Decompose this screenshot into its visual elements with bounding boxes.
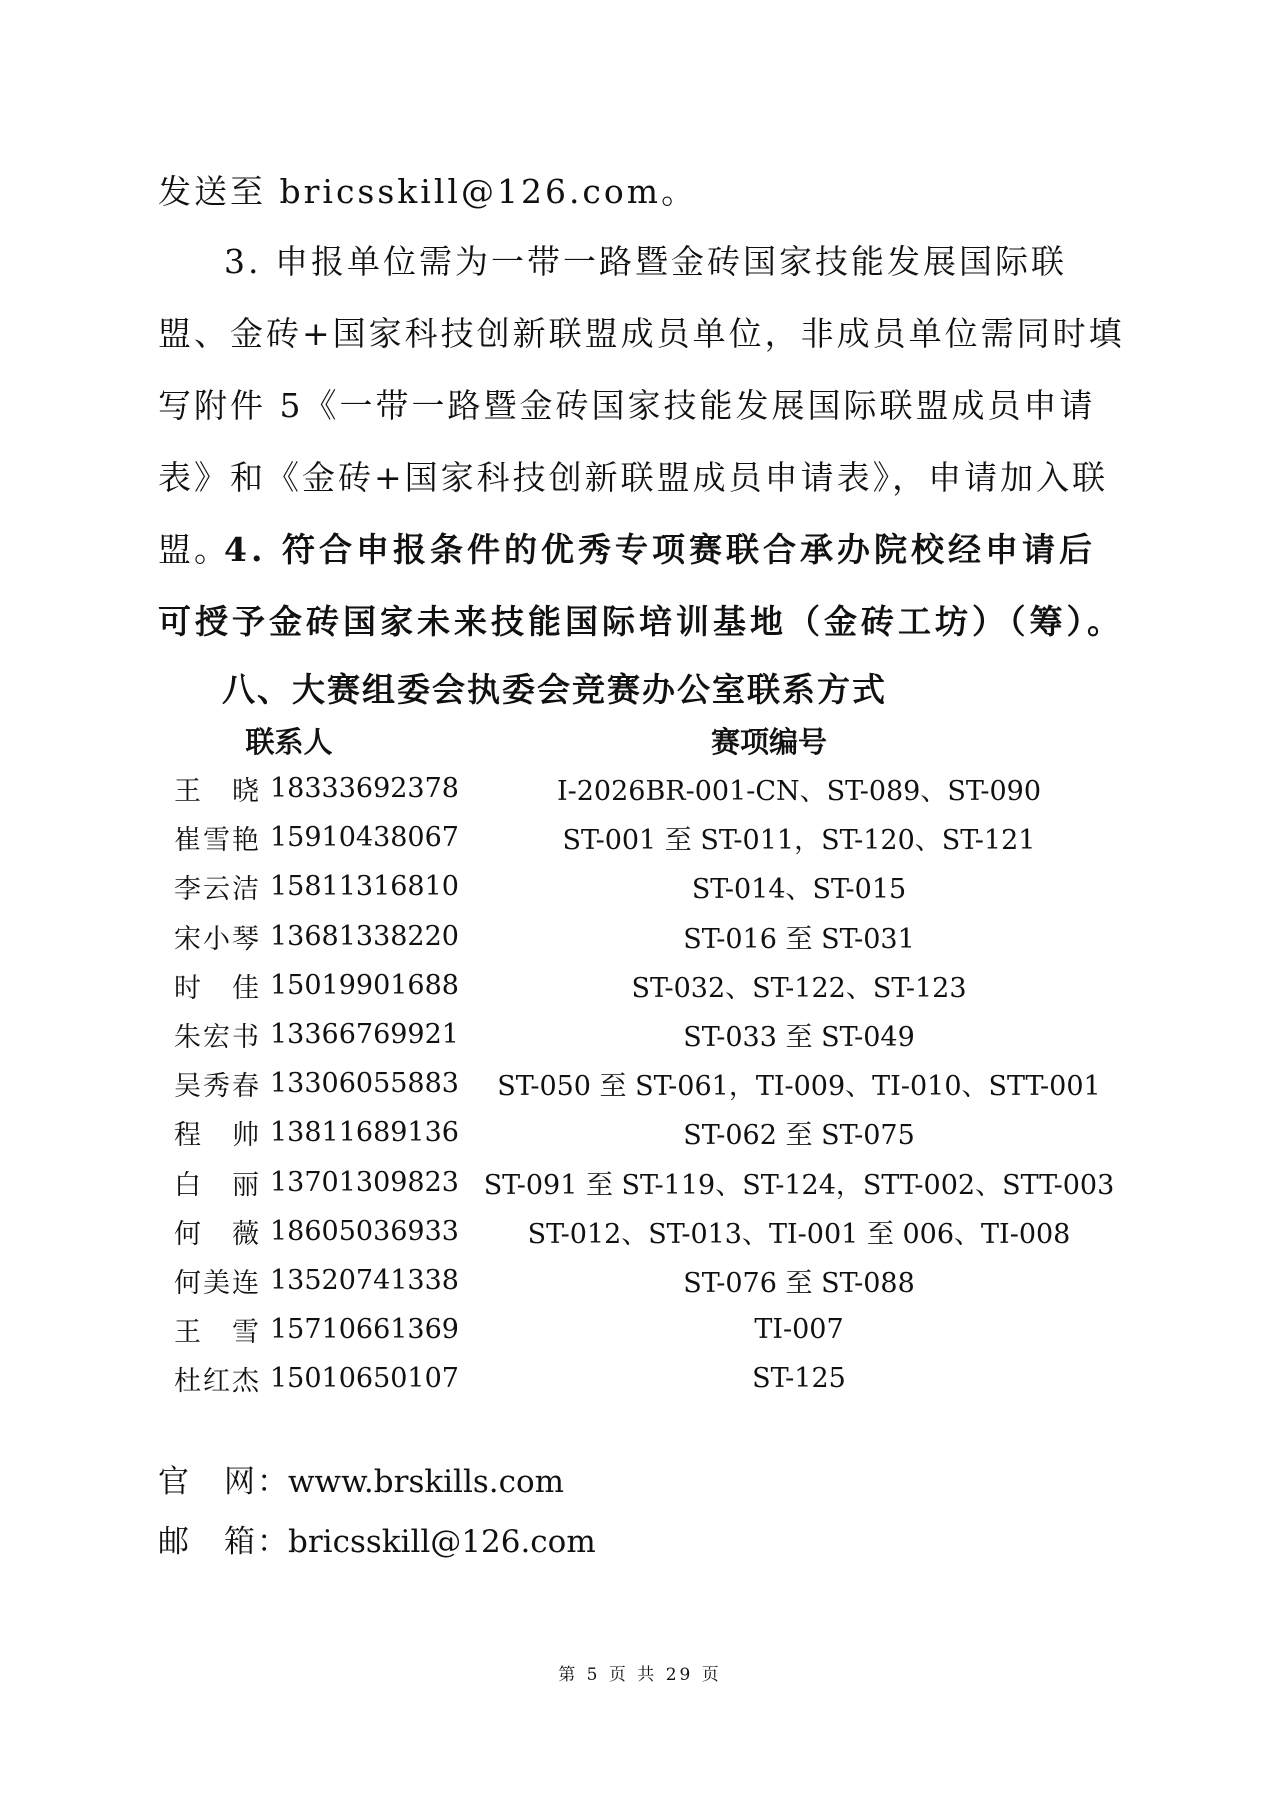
- page-footer: 第 5 页 共 29 页: [558, 1665, 722, 1685]
- contact-phone: 15019901688: [270, 969, 459, 1001]
- table-row: [158, 1010, 1118, 1059]
- table-header: [158, 716, 1118, 764]
- event-codes: ST-016 至 ST-031: [683, 923, 915, 955]
- event-codes: ST-125: [752, 1363, 846, 1395]
- paragraph-send-to: 发送至 bricsskill@126.com。: [158, 172, 698, 211]
- event-codes: ST-033 至 ST-049: [683, 1022, 915, 1054]
- header-contact-person: 联系人: [245, 724, 333, 759]
- contact-phone: 15710661369: [270, 1314, 459, 1346]
- table-row: [158, 813, 1118, 862]
- table-row: [158, 1305, 1118, 1354]
- email-link[interactable]: bricsskill@126.com: [288, 1524, 596, 1560]
- table-row: [158, 1059, 1118, 1108]
- table-row: [158, 1256, 1118, 1305]
- table-row: [158, 1108, 1118, 1157]
- contact-name: 吴秀春: [174, 1071, 261, 1103]
- table-row: [158, 764, 1118, 813]
- contact-phone: 13306055883: [270, 1068, 459, 1100]
- contact-name: 宋小琴: [174, 923, 261, 955]
- event-codes: ST-014、ST-015: [691, 874, 907, 906]
- event-codes: I-2026BR-001-CN、ST-089、ST-090: [556, 776, 1042, 808]
- website-line: [158, 1462, 564, 1502]
- table-row: [158, 961, 1118, 1010]
- event-codes: ST-050 至 ST-061，TI-009、TI-010、STT-001: [497, 1071, 1101, 1103]
- event-codes: ST-032、ST-122、ST-123: [631, 972, 967, 1004]
- paragraph-item-3: 3. 申报单位需为一带一路暨金砖国家技能发展国际联盟、金砖+国家科技创新联盟成员单位，非成员单位需同时填写附件 5《一带一路暨金砖国家技能发展国际联盟成员申请表》和《金砖+国家科技创新联盟成员申请表》，申请加入联盟。: [158, 242, 1125, 569]
- header-event-codes: 赛项编号: [710, 724, 827, 759]
- event-codes: TI-007: [754, 1314, 844, 1346]
- section-heading: 八、大赛组委会执委会竞赛办公室联系方式: [222, 670, 887, 709]
- contact-phone: 15910438067: [270, 822, 459, 854]
- event-codes: ST-062 至 ST-075: [683, 1120, 915, 1152]
- paragraph-item-4: 4. 符合申报条件的优秀专项赛联合承办院校经申请后可授予金砖国家未来技能国际培训基地（金砖工坊）（筹）。: [158, 530, 1124, 641]
- contact-phone: 13811689136: [270, 1117, 459, 1149]
- table-row: [158, 912, 1118, 961]
- event-codes: ST-012、ST-013、TI-001 至 006、TI-008: [527, 1218, 1071, 1250]
- contact-name: 杜红杰: [174, 1366, 261, 1398]
- email-label: 邮 箱：: [158, 1524, 290, 1560]
- contact-name: 王 雪: [174, 1317, 261, 1349]
- contact-phone: 15010650107: [270, 1363, 459, 1395]
- table-row: [158, 1354, 1118, 1403]
- website-label: 官 网：: [158, 1464, 290, 1500]
- contact-phone: 18605036933: [270, 1215, 459, 1247]
- contact-table: [158, 716, 1118, 1403]
- table-row: [158, 1207, 1118, 1256]
- contact-phone: 15811316810: [270, 871, 459, 903]
- contact-name: 朱宏书: [174, 1022, 261, 1054]
- contact-phone: 13520741338: [270, 1264, 459, 1296]
- table-row: [158, 862, 1118, 911]
- contact-phone: 13701309823: [270, 1166, 459, 1198]
- contact-name: 时 佳: [174, 972, 261, 1004]
- contact-name: 何美连: [174, 1267, 261, 1299]
- contact-name: 王 晓: [174, 776, 261, 808]
- table-row: [158, 1158, 1118, 1207]
- contact-name: 何 薇: [174, 1218, 261, 1250]
- event-codes: ST-076 至 ST-088: [683, 1267, 915, 1299]
- event-codes: ST-001 至 ST-011，ST-120、ST-121: [562, 825, 1036, 857]
- contact-phone: 13681338220: [270, 920, 459, 952]
- website-link[interactable]: www.brskills.com: [288, 1464, 565, 1500]
- contact-phone: 18333692378: [270, 773, 459, 805]
- event-codes: ST-091 至 ST-119、ST-124，STT-002、STT-003: [483, 1169, 1115, 1201]
- table-body: [158, 764, 1118, 1403]
- contact-name: 崔雪艳: [174, 825, 261, 857]
- contact-name: 程 帅: [174, 1120, 261, 1152]
- email-line: [158, 1522, 596, 1562]
- contact-phone: 13366769921: [270, 1019, 459, 1051]
- contact-name: 白 丽: [174, 1169, 261, 1201]
- contact-name: 李云洁: [174, 874, 261, 906]
